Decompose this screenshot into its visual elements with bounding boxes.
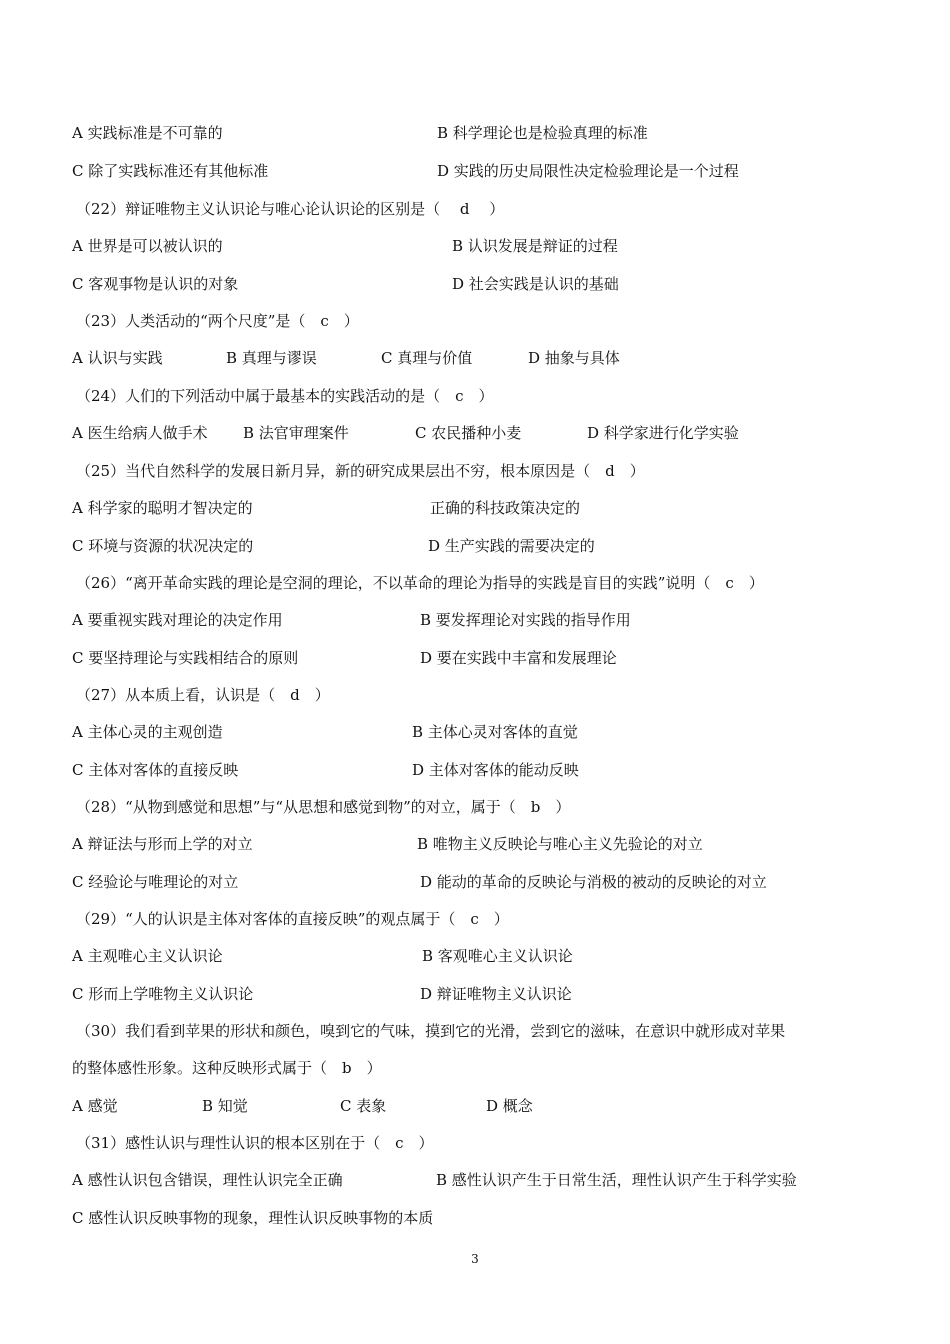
option-a: A 世界是可以被认识的 <box>72 237 223 255</box>
option-c: C 除了实践标准还有其他标准 <box>72 162 269 180</box>
option-b: B 真理与谬误 <box>226 349 317 367</box>
option-b: B 法官审理案件 <box>243 424 349 442</box>
option-d: D 抽象与具体 <box>528 349 620 367</box>
question-30: （30）我们看到苹果的形状和颜色，嗅到它的气味，摸到它的光滑，尝到它的滋味，在意识中就形成对苹果 <box>76 1022 786 1040</box>
option-c: C 真理与价值 <box>381 349 473 367</box>
option-d: D 主体对客体的能动反映 <box>412 761 579 779</box>
option-d: D 科学家进行化学实验 <box>587 424 739 442</box>
option-b: B 科学理论也是检验真理的标准 <box>437 124 648 142</box>
option-a: A 主体心灵的主观创造 <box>72 723 223 741</box>
option-a: A 感觉 <box>72 1097 118 1115</box>
option-a: A 医生给病人做手术 <box>72 424 208 442</box>
option-b: B 主体心灵对客体的直觉 <box>412 723 578 741</box>
question-25: （25）当代自然科学的发展日新月异，新的研究成果层出不穷，根本原因是（ d ） <box>76 462 645 480</box>
question-22: （22）辩证唯物主义认识论与唯心论认识论的区别是（ d ） <box>76 200 505 218</box>
option-b: B 知觉 <box>202 1097 248 1115</box>
option-a: A 感性认识包含错误，理性认识完全正确 <box>72 1171 343 1189</box>
option-b: B 感性认识产生于日常生活，理性认识产生于科学实验 <box>436 1171 797 1189</box>
option-d: D 要在实践中丰富和发展理论 <box>420 649 617 667</box>
option-c: C 环境与资源的状况决定的 <box>72 537 254 555</box>
question-28: （28）“从物到感觉和思想”与“从思想和感觉到物”的对立，属于（ b ） <box>76 798 571 816</box>
option-a: A 科学家的聪明才智决定的 <box>72 499 253 517</box>
option-c: C 主体对客体的直接反映 <box>72 761 239 779</box>
option-c: C 形而上学唯物主义认识论 <box>72 985 254 1003</box>
question-31: （31）感性认识与理性认识的根本区别在于（ c ） <box>76 1134 434 1152</box>
option-c: C 表象 <box>340 1097 387 1115</box>
option-c: C 农民播种小麦 <box>415 424 522 442</box>
option-b: B 客观唯心主义认识论 <box>422 947 573 965</box>
option-d: D 实践的历史局限性决定检验理论是一个过程 <box>437 162 739 180</box>
option-c: C 感性认识反映事物的现象，理性认识反映事物的本质 <box>72 1209 434 1227</box>
question-24: （24）人们的下列活动中属于最基本的实践活动的是（ c ） <box>76 387 494 405</box>
option-c: C 要坚持理论与实践相结合的原则 <box>72 649 299 667</box>
option-a: A 要重视实践对理论的决定作用 <box>72 611 283 629</box>
option-d: D 辩证唯物主义认识论 <box>420 985 572 1003</box>
page-number: 3 <box>471 1252 479 1266</box>
option-b: B 认识发展是辩证的过程 <box>452 237 618 255</box>
option-d: D 能动的革命的反映论与消极的被动的反映论的对立 <box>420 873 767 891</box>
option-d: D 社会实践是认识的基础 <box>452 275 619 293</box>
option-d: D 概念 <box>486 1097 533 1115</box>
option-a: A 辩证法与形而上学的对立 <box>72 835 253 853</box>
question-27: （27）从本质上看，认识是（ d ） <box>76 686 330 704</box>
question-23: （23）人类活动的“两个尺度”是（ c ） <box>76 312 359 330</box>
question-30-continued: 的整体感性形象。这种反映形式属于（ b ） <box>72 1059 382 1077</box>
question-29: （29）“人的认识是主体对客体的直接反映”的观点属于（ c ） <box>76 910 509 928</box>
question-26: （26）“离开革命实践的理论是空洞的理论，不以革命的理论为指导的实践是盲目的实践”说明（ c ） <box>76 574 764 592</box>
option-b: B 唯物主义反映论与唯心主义先验论的对立 <box>417 835 703 853</box>
option-a: A 认识与实践 <box>72 349 163 367</box>
option-d: D 生产实践的需要决定的 <box>428 537 595 555</box>
option-c: C 客观事物是认识的对象 <box>72 275 239 293</box>
option-a: A 实践标准是不可靠的 <box>72 124 223 142</box>
option-b: B 要发挥理论对实践的指导作用 <box>420 611 631 629</box>
option-b: 正确的科技政策决定的 <box>430 499 581 517</box>
option-a: A 主观唯心主义认识论 <box>72 947 223 965</box>
option-c: C 经验论与唯理论的对立 <box>72 873 239 891</box>
